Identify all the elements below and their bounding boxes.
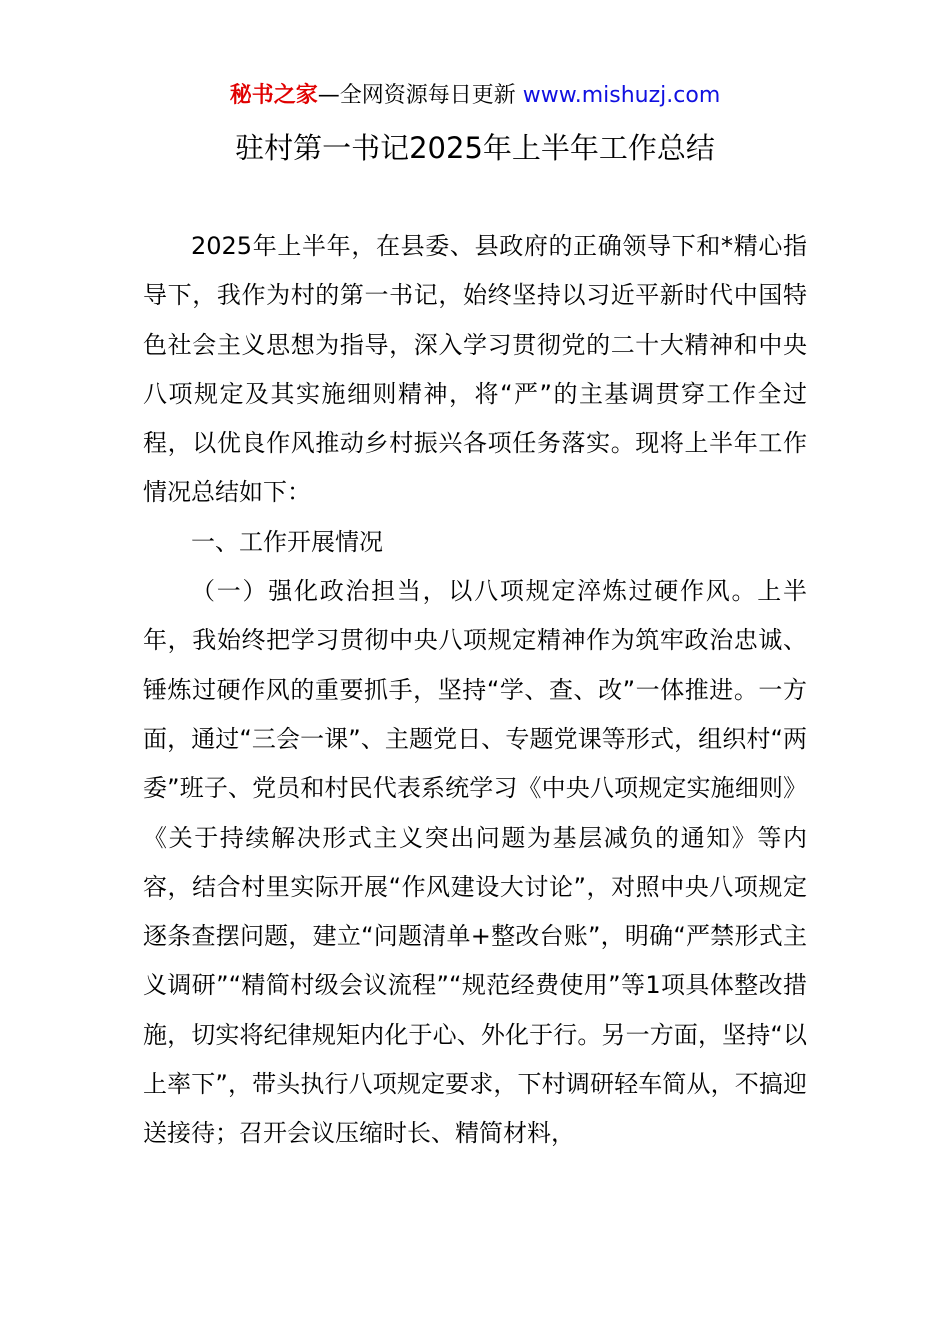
section-heading: 一、工作开展情况 xyxy=(191,527,383,556)
site-header xyxy=(0,80,950,112)
body-paragraph: （一）强化政治担当，以八项规定淬炼过硬作风。上半年，我始终把学习贯彻中央八项规定精神作为筑牢政治忠诚、锤炼过硬作风的重要抓手，坚持“学、查、改”一体推进。一方面，通过“三会一课”、主题党日、专题党课等形式，组织村“两委”班子、党员和村民代表系统学习《中央八项规定实施细则》《关于持续解决形式主义突出问题为基层减负的通知》等内容，结合村里实际开展“作风建设大讨论”，对照中央八项规定逐条查摆问题，建立“问题清单+整改台账”，明确“严禁形式主义调研”“精简村级会议流程”“规范经费使用”等1项具体整改措施，切实将纪律规矩内化于心、外化于行。另一方面，坚持“以上率下”，带头执行八项规定要求，下村调研轻车简从，不搞迎送接待；召开会议压缩时长、精简材料， xyxy=(143,577,807,1148)
document-body xyxy=(143,222,807,1159)
brand-name: 秘书之家 xyxy=(229,83,318,108)
document-title: 驻村第一书记2025年上半年工作总结 xyxy=(235,131,715,165)
site-tagline: —全网资源每日更新 xyxy=(317,83,516,108)
site-url-link[interactable]: www.mishuzj.com xyxy=(522,83,721,108)
intro-paragraph: 2025年上半年，在县委、县政府的正确领导下和*精心指导下，我作为村的第一书记，始终坚持以习近平新时代中国特色社会主义思想为指导，深入学习贯彻党的二十大精神和中央八项规定及其实施细则精神，将“严”的主基调贯穿工作全过程，以优良作风推动乡村振兴各项任务落实。现将上半年工作情况总结如下： xyxy=(143,232,807,507)
